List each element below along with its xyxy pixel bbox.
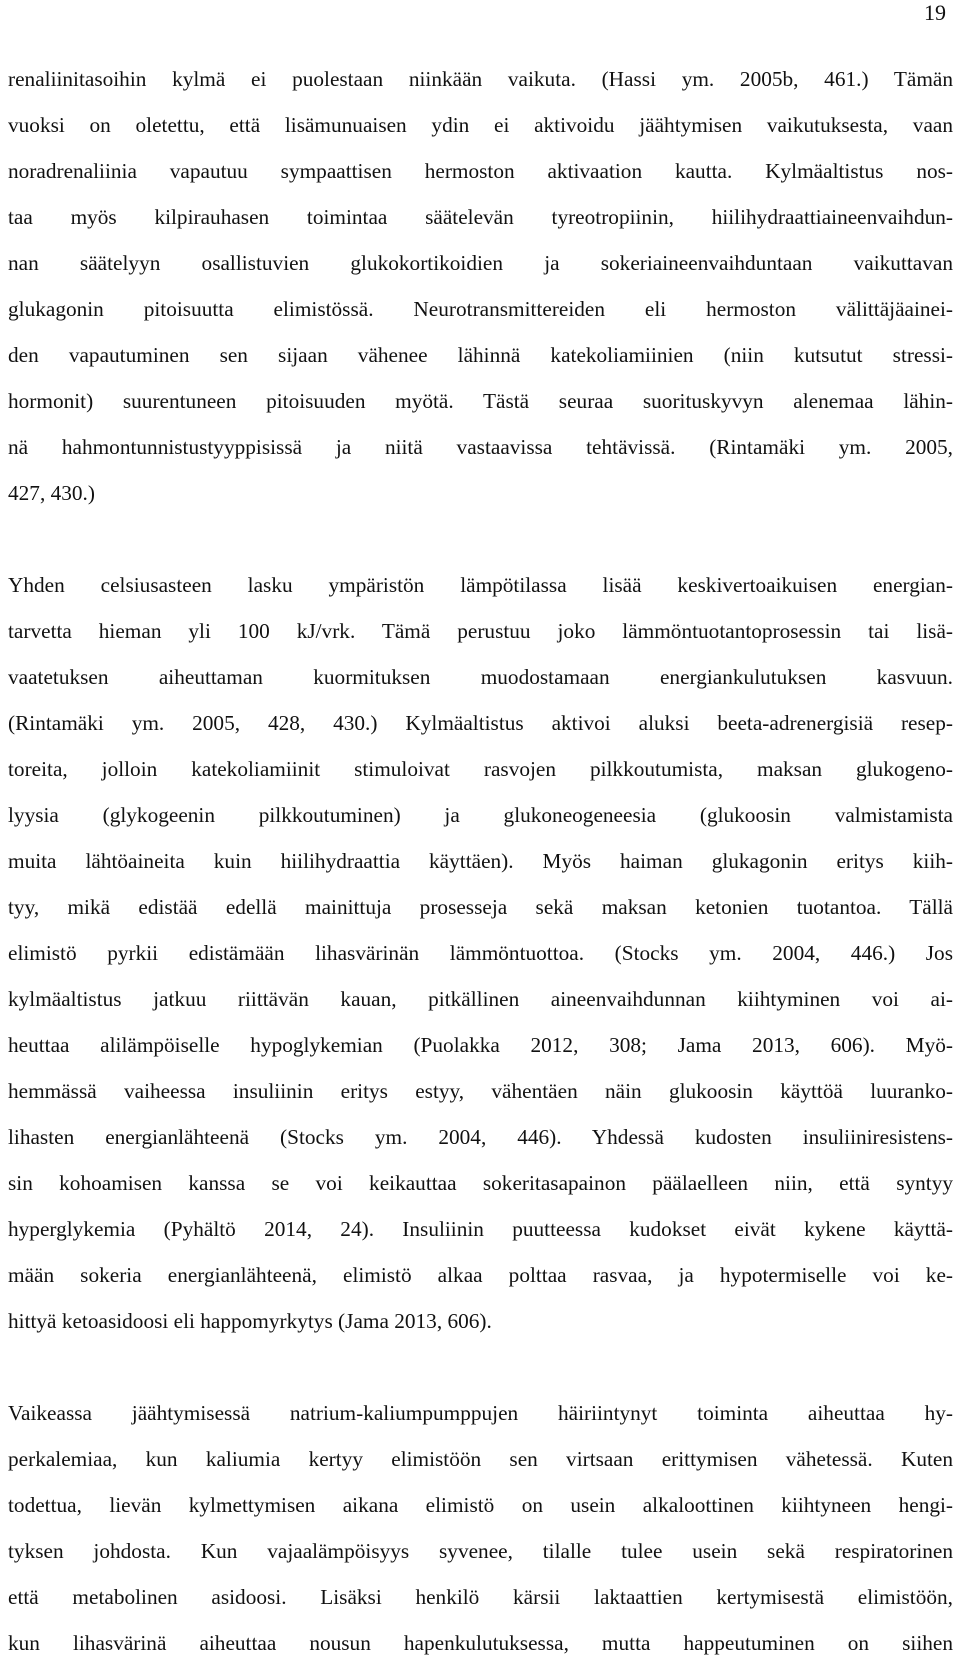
text-line: lihasten energianlähteenä (Stocks ym. 2004, 446). Yhdessä kudosten insuliiniresistens- [8,1125,953,1149]
text-line: tyy, mikä edistää edellä mainittuja prosesseja sekä maksan ketonien tuotantoa. Tällä [8,895,953,919]
text-line: sin kohoamisen kanssa se voi keikauttaa sokeritasapainon päälaelleen niin, että syntyy [8,1171,953,1195]
text-line: hyperglykemia (Pyhältö 2014, 24). Insuliinin puutteessa kudokset eivät kykene käyttä- [8,1217,953,1241]
text-line: että metabolinen asidoosi. Lisäksi henkilö kärsii laktaattien kertymisestä elimistöön, [8,1585,953,1609]
paragraph-spacer [8,516,953,562]
text-line: muita lähtöaineita kuin hiilihydraattia käyttäen). Myös haiman glukagonin eritys kiih- [8,849,953,873]
paragraph-spacer [8,1344,953,1390]
text-line: 427, 430.) [8,481,95,505]
text-line: toreita, jolloin katekoliamiinit stimuloivat rasvojen pilkkoutumista, maksan glukogeno- [8,757,953,781]
body-text [8,56,953,1666]
text-line: noradrenaliinia vapautuu sympaattisen hermoston aktivaation kautta. Kylmäaltistus nos- [8,159,953,183]
text-line: kun lihasvärinä aiheuttaa nousun hapenkulutuksessa, mutta happeutuminen on siihen [8,1631,953,1655]
text-line: tarvetta hieman yli 100 kJ/vrk. Tämä perustuu joko lämmöntuotantoprosessin tai lisä- [8,619,953,643]
text-line: (Rintamäki ym. 2005, 428, 430.) Kylmäaltistus aktivoi aluksi beeta-adrenergisiä resep- [8,711,953,735]
paragraph-1 [8,56,953,516]
text-line: elimistö pyrkii edistämään lihasvärinän lämmöntuottoa. (Stocks ym. 2004, 446.) Jos [8,941,953,965]
text-line: perkalemiaa, kun kaliumia kertyy elimistöön sen virtsaan erittymisen vähetessä. Kuten [8,1447,953,1471]
text-line: den vapautuminen sen sijaan vähenee lähinnä katekoliamiinien (niin kutsutut stressi- [8,343,953,367]
text-line: glukagonin pitoisuutta elimistössä. Neurotransmittereiden eli hermoston välittäjäainei- [8,297,953,321]
text-line: vaatetuksen aiheuttaman kuormituksen muodostamaan energiankulutuksen kasvuun. [8,665,953,689]
text-line: lyysia (glykogeenin pilkkoutuminen) ja glukoneogeneesia (glukoosin valmistamista [8,803,953,827]
text-line: taa myös kilpirauhasen toimintaa säätelevän tyreotropiinin, hiilihydraattiaineenvaihdun- [8,205,953,229]
text-line: tyksen johdosta. Kun vajaalämpöisyys syvenee, tilalle tulee usein sekä respiratorinen [8,1539,953,1563]
text-line: hemmässä vaiheessa insuliinin eritys estyy, vähentäen näin glukoosin käyttöä luuranko- [8,1079,953,1103]
page-number: 19 [924,0,946,25]
text-line: kylmäaltistus jatkuu riittävän kauan, pitkällinen aineenvaihdunnan kiihtyminen voi ai- [8,987,953,1011]
text-line: vuoksi on oletettu, että lisämunuaisen ydin ei aktivoidu jäähtymisen vaikutuksesta, vaan [8,113,953,137]
text-line: renaliinitasoihin kylmä ei puolestaan niinkään vaikuta. (Hassi ym. 2005b, 461.) Tämän [8,67,953,91]
text-line: hittyä ketoasidoosi eli happomyrkytys (Jama 2013, 606). [8,1309,492,1333]
text-line: Vaikeassa jäähtymisessä natrium-kaliumpumppujen häiriintynyt toiminta aiheuttaa hy- [8,1401,953,1425]
text-line: hormonit) suurentuneen pitoisuuden myötä. Tästä seuraa suorituskyvyn alenemaa lähin- [8,389,953,413]
text-line: todettua, lievän kylmettymisen aikana elimistö on usein alkaloottinen kiihtyneen hengi- [8,1493,953,1517]
text-line: nä hahmontunnistustyyppisissä ja niitä vastaavissa tehtävissä. (Rintamäki ym. 2005, [8,435,953,459]
paragraph-3 [8,1390,953,1666]
text-line: mään sokeria energianlähteenä, elimistö alkaa polttaa rasvaa, ja hypotermiselle voi ke- [8,1263,953,1287]
text-line: nan säätelyyn osallistuvien glukokortikoidien ja sokeriaineenvaihduntaan vaikuttavan [8,251,953,275]
text-line: heuttaa alilämpöiselle hypoglykemian (Puolakka 2012, 308; Jama 2013, 606). Myö- [8,1033,953,1057]
paragraph-2 [8,562,953,1344]
text-line: Yhden celsiusasteen lasku ympäristön lämpötilassa lisää keskivertoaikuisen energian- [8,573,953,597]
